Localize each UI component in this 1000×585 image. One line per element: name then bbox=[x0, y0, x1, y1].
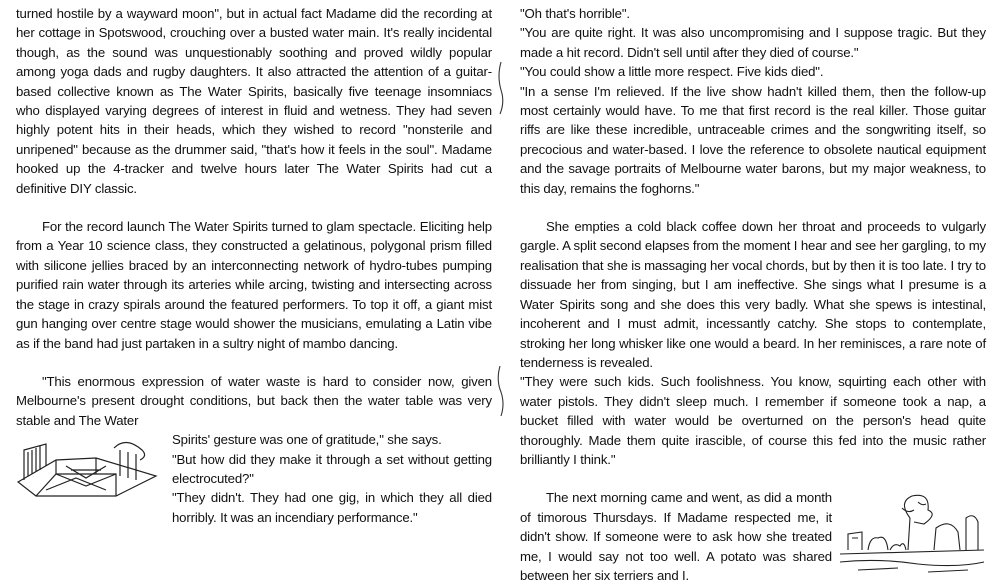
paragraph-one-gig-answer: "They didn't. They had one gig, in which they all died horribly. It was an incendiary performance." bbox=[172, 490, 492, 525]
quote-such-kids: "They were such kids. Such foolishness. You know, squirting each other with water pistols. They didn't sleep much. I remember if someone took a nap, a bucket filled with water would be overturned on the person's head quite thoroughly. Made them quite irascible, of course this fed into the music rather brilliantly I think." bbox=[520, 374, 986, 467]
left-page bbox=[16, 4, 492, 527]
paragraph-gap bbox=[520, 469, 986, 488]
quote-hit-record: "You are quite right. It was also uncompromising and I suppose tragic. But they made a hit record. Didn't sell until after they died of course." bbox=[520, 25, 986, 60]
wrapped-text-column-right bbox=[520, 488, 832, 585]
illustrated-section bbox=[16, 430, 492, 527]
illustrated-section-right bbox=[520, 488, 986, 585]
paragraph-gargle: She empties a cold black coffee down her throat and proceeds to vulgarly gargle. A split second elapses from the moment I hear and see her gargling, to my realisation that she is massaging her vocal chords, but by then it is too late. I try to dissuade her from singing, but I am ineffective. She sings what I presume is a Water Spirits song and she does this very badly. What she spews is intestinal, incoherent and I must admit, incessantly catchy. She stops to contemplate, stroking her long whisker like one would a beard. In her reminisces, a rare note of tenderness is revealed. bbox=[520, 219, 986, 370]
paragraph-recording: turned hostile by a wayward moon", but in actual fact Madame did the recording at her cottage in Spotswood, crouching over a busted water main. It's really incidental though, as the sound was unquestionably soothing and proved wildly popular among yoga dads and rugby daughters. It also attracted the attention of a guitar-based collective known as The Water Spirits, basically five teenage insomniacs who displayed varying degrees of interest in fluid and wetness. They had seven highly potent hits in their heads, which they wished to record "nonsterile and unripened" because as the drummer said, "that's how it feels in the soul". Madame hooked up the 4-tracker and twelve hours later The Water Spirits had cut a definitive DIY classic. bbox=[16, 6, 492, 196]
paragraph-next-morning: The next morning came and went, as did a month of timorous Thursdays. If Madame respected me, it didn't show. If someone were to ask how she treated me, I would say not too well. A potato was shared between her six terriers and I. bbox=[520, 490, 832, 583]
paragraph-gap bbox=[520, 198, 986, 217]
quote-respect: "You could show a little more respect. Five kids died". bbox=[520, 64, 824, 80]
wrapped-text-column bbox=[172, 430, 492, 527]
quote-relieved: "In a sense I'm relieved. If the live show hadn't killed them, then the follow-up most certainly would have. To me that first record is the real killer. Those guitar riffs are like these incredible, untraceable crimes and the songwriting itself, so precocious and water-based. I love the reference to obsolete nautical equipment and the savage portraits of Melbourne water barons, but my major weakness, to this day, remains the foghorns." bbox=[520, 83, 986, 196]
paragraph-gap bbox=[16, 198, 492, 217]
trees-sketch-icon bbox=[838, 488, 986, 578]
staple-binding-icon bbox=[495, 40, 509, 460]
paragraph-water-waste-quote: "This enormous expression of water waste is hard to consider now, given Melbourne's present drought conditions, but back then the water table was very stable and The Water bbox=[16, 373, 492, 428]
building-sketch-icon bbox=[16, 430, 166, 500]
right-page bbox=[520, 4, 986, 585]
paragraph-record-launch: For the record launch The Water Spirits turned to glam spectacle. Eliciting help from a Year 10 science class, they constructed a gelatinous, polygonal prism filled with silicone jellies braced by an interconnecting network of hydro-tubes pumping purified rain water through its arteries while arcing, twisting and intersecting across the stage in crazy spirals around the featured performers. To top it off, a giant mist gun hanging over centre stage would shower the musicians, emulating a Latin vibe as if the band had just partaken in a sultry night of mambo dancing. bbox=[16, 219, 492, 351]
paragraph-electrocuted-question: "But how did they make it through a set without getting electrocuted?" bbox=[172, 451, 492, 486]
quote-horrible: "Oh that's horrible". bbox=[520, 6, 630, 21]
paragraph-gratitude: Spirits' gesture was one of gratitude," she says. bbox=[172, 432, 442, 448]
paragraph-gap bbox=[16, 353, 492, 372]
